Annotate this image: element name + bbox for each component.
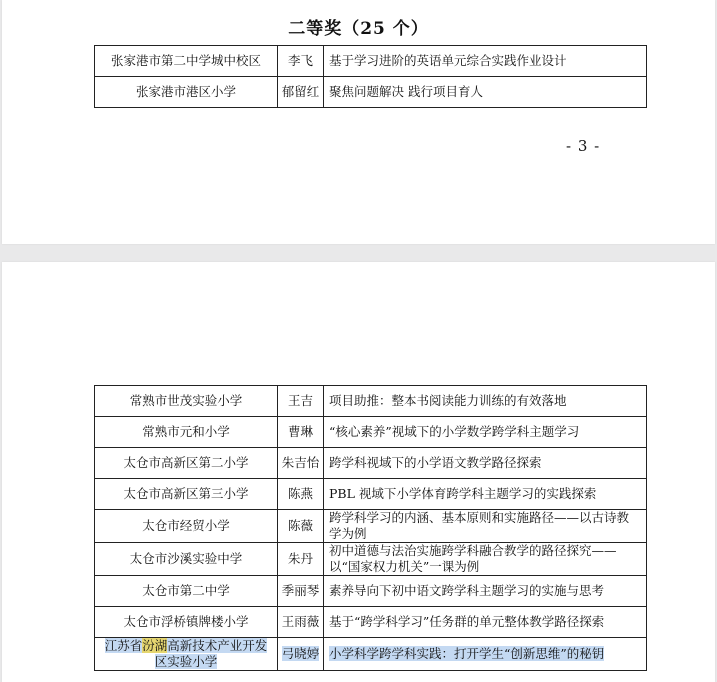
selection-highlight	[105, 638, 268, 669]
school-cell: 太仓市第二中学	[95, 576, 278, 607]
school-cell: 太仓市沙溪实验中学	[95, 543, 278, 576]
project-title-cell[interactable]	[324, 638, 647, 671]
school-cell: 张家港市第二中学城中校区	[95, 46, 278, 77]
table-row	[95, 479, 647, 510]
school-text-part: 江苏省	[104, 638, 143, 653]
section-title: 二等奖（25 个）	[288, 19, 429, 39]
school-cell: 张家港市港区小学	[95, 77, 278, 108]
project-title-cell: PBL 视域下小学体育跨学科主题学习的实践探索	[324, 479, 647, 510]
name-cell: 王吉	[278, 386, 324, 417]
school-cell: 太仓市高新区第二小学	[95, 448, 278, 479]
table-row	[95, 77, 647, 108]
name-cell: 陈燕	[278, 479, 324, 510]
name-cell: 李飞	[278, 46, 324, 77]
table-row	[95, 510, 647, 543]
table-row	[95, 417, 647, 448]
table-row	[95, 46, 647, 77]
table-row	[95, 448, 647, 479]
school-cell: 常熟市元和小学	[95, 417, 278, 448]
name-text: 弓晓婷	[281, 646, 320, 661]
school-cell[interactable]	[95, 638, 278, 671]
school-cell: 太仓市浮桥镇牌楼小学	[95, 607, 278, 638]
project-title-cell: 素养导向下初中语文跨学科主题学习的实施与思考	[324, 576, 647, 607]
project-title-cell: 项目助推：整本书阅读能力训练的有效落地	[324, 386, 647, 417]
project-title-cell: 基于“跨学科学习”任务群的单元整体教学路径探索	[324, 607, 647, 638]
name-cell: 王雨薇	[278, 607, 324, 638]
search-highlight: 汾湖	[142, 638, 168, 653]
table-row	[95, 543, 647, 576]
project-title-cell: 聚焦问题解决 践行项目育人	[324, 77, 647, 108]
table-row	[95, 576, 647, 607]
document-page-4	[2, 262, 715, 682]
project-title-cell: 跨学科视域下的小学语文教学路径探索	[324, 448, 647, 479]
name-cell: 陈薇	[278, 510, 324, 543]
project-title-text: 小学科学跨学科实践：打开学生“创新思维”的秘钥	[329, 646, 605, 661]
school-text-part: 高新技术产业开发区实验小学	[154, 638, 268, 669]
project-title-cell: 初中道德与法治实施跨学科融合教学的路径探究——以“国家权力机关”一课为例	[324, 543, 647, 576]
school-cell: 太仓市高新区第三小学	[95, 479, 278, 510]
name-cell: 季丽琴	[278, 576, 324, 607]
table-row-highlighted	[95, 638, 647, 671]
document-page-3	[2, 0, 715, 244]
name-cell: 郁留红	[278, 77, 324, 108]
project-title-cell: 基于学习进阶的英语单元综合实践作业设计	[324, 46, 647, 77]
table-row	[95, 386, 647, 417]
award-table-page-4	[94, 385, 647, 671]
award-table-page-3	[94, 45, 647, 108]
project-title-cell: “核心素养”视域下的小学数学跨学科主题学习	[324, 417, 647, 448]
name-cell[interactable]	[278, 638, 324, 671]
name-cell: 朱吉怡	[278, 448, 324, 479]
page-number: - 3 -	[566, 137, 601, 155]
name-cell: 朱丹	[278, 543, 324, 576]
table-row	[95, 607, 647, 638]
school-cell: 常熟市世茂实验小学	[95, 386, 278, 417]
project-title-cell: 跨学科学习的内涵、基本原则和实施路径——以古诗教学为例	[324, 510, 647, 543]
name-cell: 曹琳	[278, 417, 324, 448]
school-cell: 太仓市经贸小学	[95, 510, 278, 543]
